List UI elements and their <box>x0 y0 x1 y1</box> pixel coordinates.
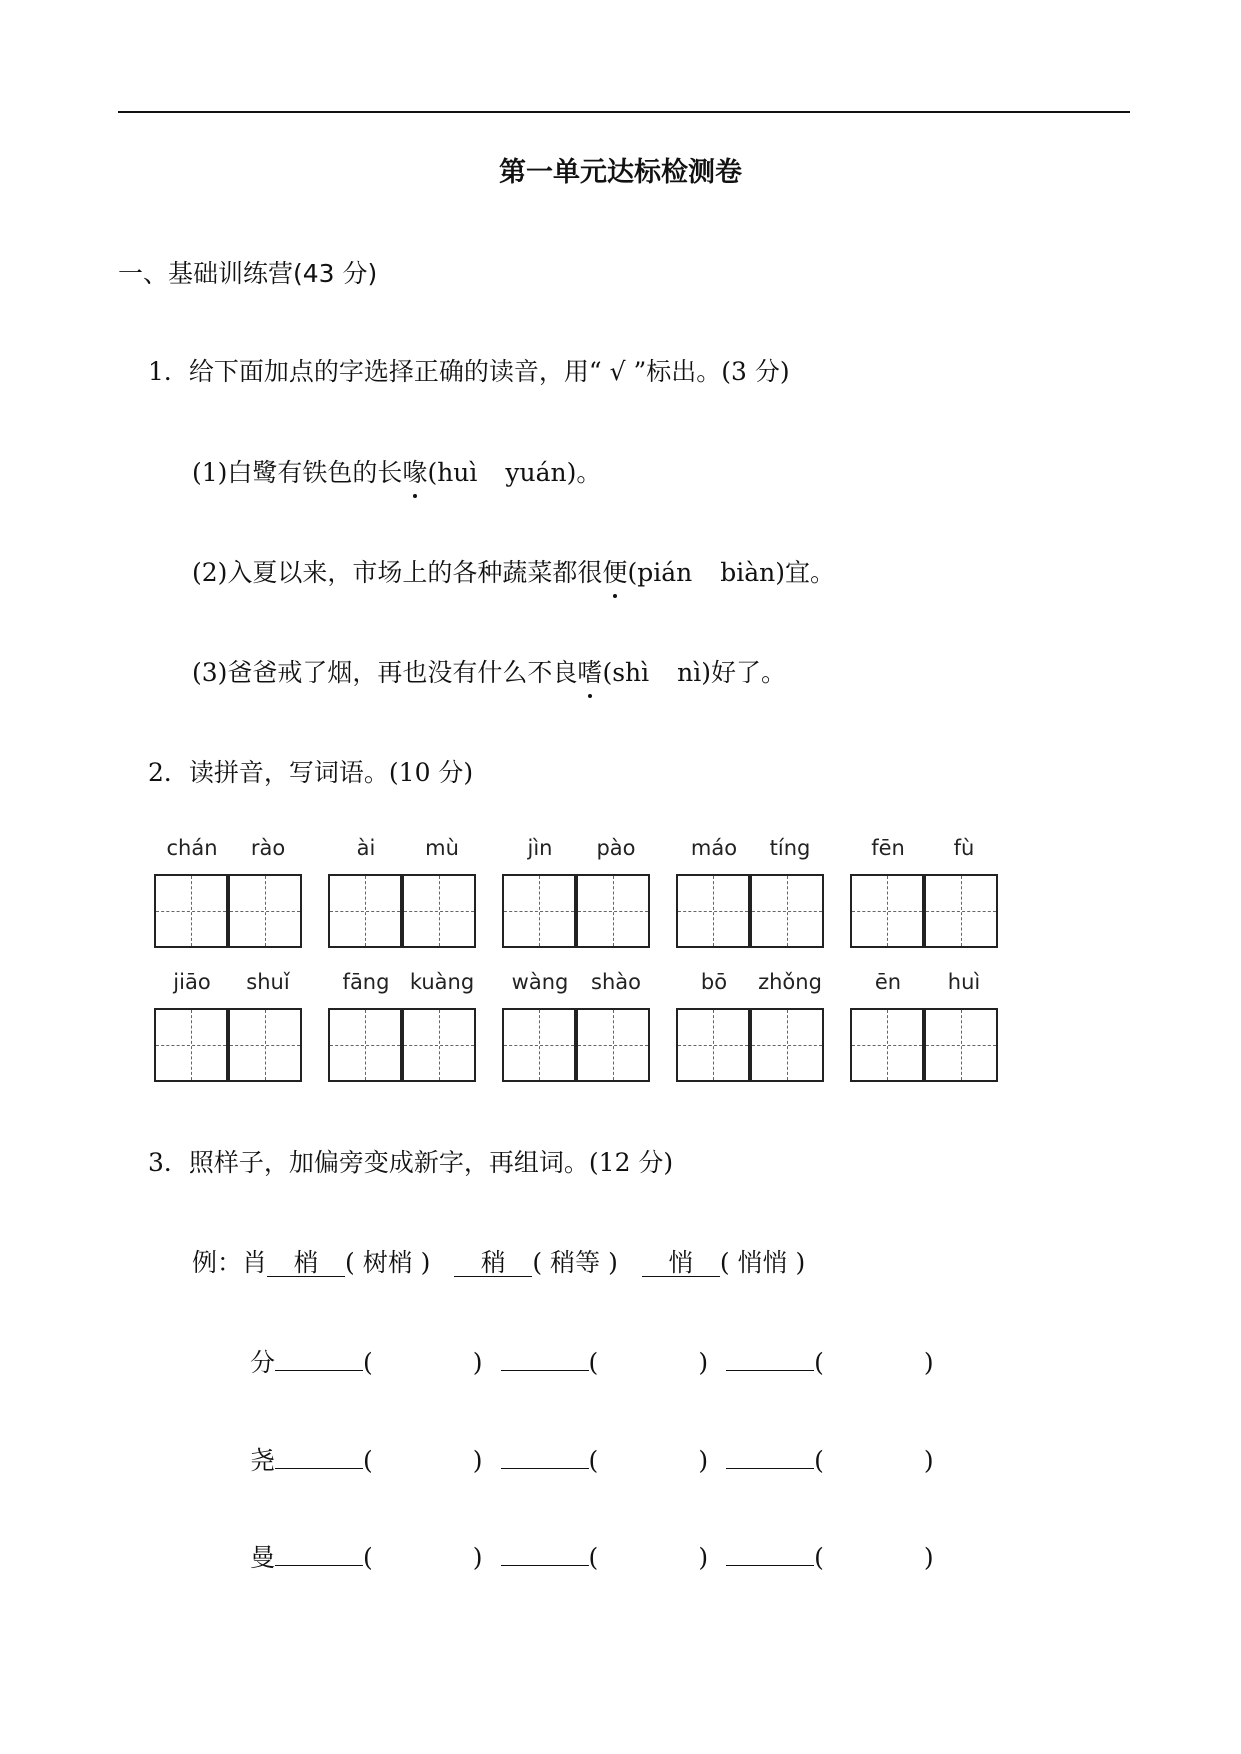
pinyin-row-2 <box>154 970 1014 1080</box>
tian-grid-box[interactable] <box>924 1008 998 1082</box>
open-paren: ( <box>814 1446 824 1475</box>
dotted-char: 嗜 <box>577 653 602 689</box>
answer-blank[interactable] <box>501 1543 589 1566</box>
q1-prompt: 1．给下面加点的字选择正确的读音，用“ √ ”标出。(3 分) <box>148 357 790 386</box>
q1-item-tail: 。 <box>576 458 602 487</box>
tian-grid-box[interactable] <box>924 874 998 948</box>
pinyin-label: shuǐ <box>246 970 290 994</box>
open-paren: ( <box>363 1446 373 1475</box>
base-char: 分 <box>250 1348 276 1377</box>
tian-grid-box[interactable] <box>750 874 824 948</box>
pinyin-label: jiāo <box>173 970 211 994</box>
tian-grid-box[interactable] <box>154 874 228 948</box>
q3-row-2 <box>250 1441 934 1477</box>
pinyin-label: máo <box>690 836 738 860</box>
q1-item-text: (3)爸爸戒了烟，再也没有什么不良 <box>192 658 578 687</box>
close-paren: ) <box>923 1543 934 1572</box>
page-title: 第一单元达标检测卷 <box>499 157 742 188</box>
q1-item-3 <box>192 653 786 689</box>
pinyin-label: bō <box>700 970 728 994</box>
open-paren: ( <box>363 1348 373 1377</box>
pinyin-label: wàng <box>511 970 569 994</box>
pinyin-label: zhǒng <box>758 970 822 994</box>
answer-blank[interactable] <box>275 1446 363 1469</box>
close-paren: ) <box>698 1543 709 1572</box>
tian-grid-box[interactable] <box>402 1008 476 1082</box>
pinyin-label: jìn <box>527 836 553 860</box>
pinyin-label: mù <box>425 836 459 860</box>
tian-grid-box[interactable] <box>328 874 402 948</box>
answer-blank[interactable] <box>501 1446 589 1469</box>
answer-blank[interactable] <box>726 1348 814 1371</box>
q1-item-tail: 好了。 <box>710 658 786 687</box>
pinyin-label: fēn <box>871 836 905 860</box>
option-b[interactable]: nì) <box>677 658 711 687</box>
example-label: 例：肖 <box>192 1248 268 1277</box>
q1-item-2 <box>192 553 835 589</box>
open-paren: ( <box>814 1543 824 1572</box>
pinyin-label: chán <box>166 836 218 860</box>
tian-grid-box[interactable] <box>850 1008 924 1082</box>
pinyin-label: ài <box>356 836 376 860</box>
pinyin-label: pào <box>596 836 636 860</box>
close-paren: ) <box>472 1446 483 1475</box>
q1-item-text: (1)白鹭有铁色的长 <box>192 458 403 487</box>
example-word: ( 稍等 ) <box>532 1248 618 1277</box>
q1-item-1 <box>192 453 601 489</box>
base-char: 尧 <box>250 1446 276 1475</box>
close-paren: ) <box>923 1348 934 1377</box>
answer-blank[interactable] <box>726 1543 814 1566</box>
tian-grid-box[interactable] <box>228 1008 302 1082</box>
answer-blank[interactable] <box>275 1348 363 1371</box>
close-paren: ) <box>472 1543 483 1572</box>
dotted-char: 喙 <box>402 453 427 489</box>
tian-grid-box[interactable] <box>750 1008 824 1082</box>
open-paren: ( <box>363 1543 373 1572</box>
tian-grid-box[interactable] <box>328 1008 402 1082</box>
q3-row-1 <box>250 1343 934 1379</box>
option-b[interactable]: yuán) <box>505 458 577 487</box>
example-word: ( 树梢 ) <box>345 1248 431 1277</box>
option-a[interactable]: (pián <box>627 558 693 587</box>
q1-item-tail: 宜。 <box>784 558 835 587</box>
option-b[interactable]: biàn) <box>720 558 785 587</box>
answer-blank[interactable] <box>275 1543 363 1566</box>
open-paren: ( <box>588 1543 599 1572</box>
open-paren: ( <box>588 1348 599 1377</box>
tian-grid-box[interactable] <box>850 874 924 948</box>
dotted-char: 便 <box>602 553 627 589</box>
tian-grid-box[interactable] <box>576 874 650 948</box>
answer-blank[interactable] <box>501 1348 589 1371</box>
q3-prompt: 3．照样子，加偏旁变成新字，再组词。(12 分) <box>148 1148 674 1177</box>
tian-grid-box[interactable] <box>576 1008 650 1082</box>
open-paren: ( <box>588 1446 599 1475</box>
q2-prompt: 2．读拼音，写词语。(10 分) <box>148 758 474 787</box>
tian-grid-box[interactable] <box>402 874 476 948</box>
tian-grid-box[interactable] <box>502 874 576 948</box>
pinyin-label: fù <box>953 836 975 860</box>
pinyin-row-1 <box>154 836 1014 946</box>
example-char: 梢 <box>267 1250 345 1277</box>
tian-grid-box[interactable] <box>502 1008 576 1082</box>
open-paren: ( <box>814 1348 824 1377</box>
tian-grid-box[interactable] <box>228 874 302 948</box>
example-char: 悄 <box>642 1250 720 1277</box>
pinyin-label: fāng <box>342 970 390 994</box>
section-heading: 一、基础训练营(43 分) <box>118 259 378 288</box>
close-paren: ) <box>698 1446 709 1475</box>
pinyin-label: huì <box>947 970 981 994</box>
q1-item-text: (2)入夏以来，市场上的各种蔬菜都很 <box>192 558 603 587</box>
base-char: 曼 <box>250 1543 276 1572</box>
close-paren: ) <box>923 1446 934 1475</box>
pinyin-label: kuàng <box>409 970 475 994</box>
example-word: ( 悄悄 ) <box>719 1248 806 1277</box>
tian-grid-box[interactable] <box>676 1008 750 1082</box>
close-paren: ) <box>698 1348 709 1377</box>
pinyin-label: ēn <box>874 970 902 994</box>
example-char: 稍 <box>454 1250 532 1277</box>
tian-grid-box[interactable] <box>154 1008 228 1082</box>
q3-row-3 <box>250 1538 934 1574</box>
pinyin-label: tíng <box>769 836 811 860</box>
q3-example <box>192 1243 805 1279</box>
option-a[interactable]: (shì <box>602 658 650 687</box>
tian-grid-box[interactable] <box>676 874 750 948</box>
top-rule <box>118 111 1130 113</box>
pinyin-label: shào <box>591 970 641 994</box>
answer-blank[interactable] <box>726 1446 814 1469</box>
close-paren: ) <box>472 1348 483 1377</box>
pinyin-label: rào <box>250 836 286 860</box>
option-a[interactable]: (huì <box>427 458 478 487</box>
